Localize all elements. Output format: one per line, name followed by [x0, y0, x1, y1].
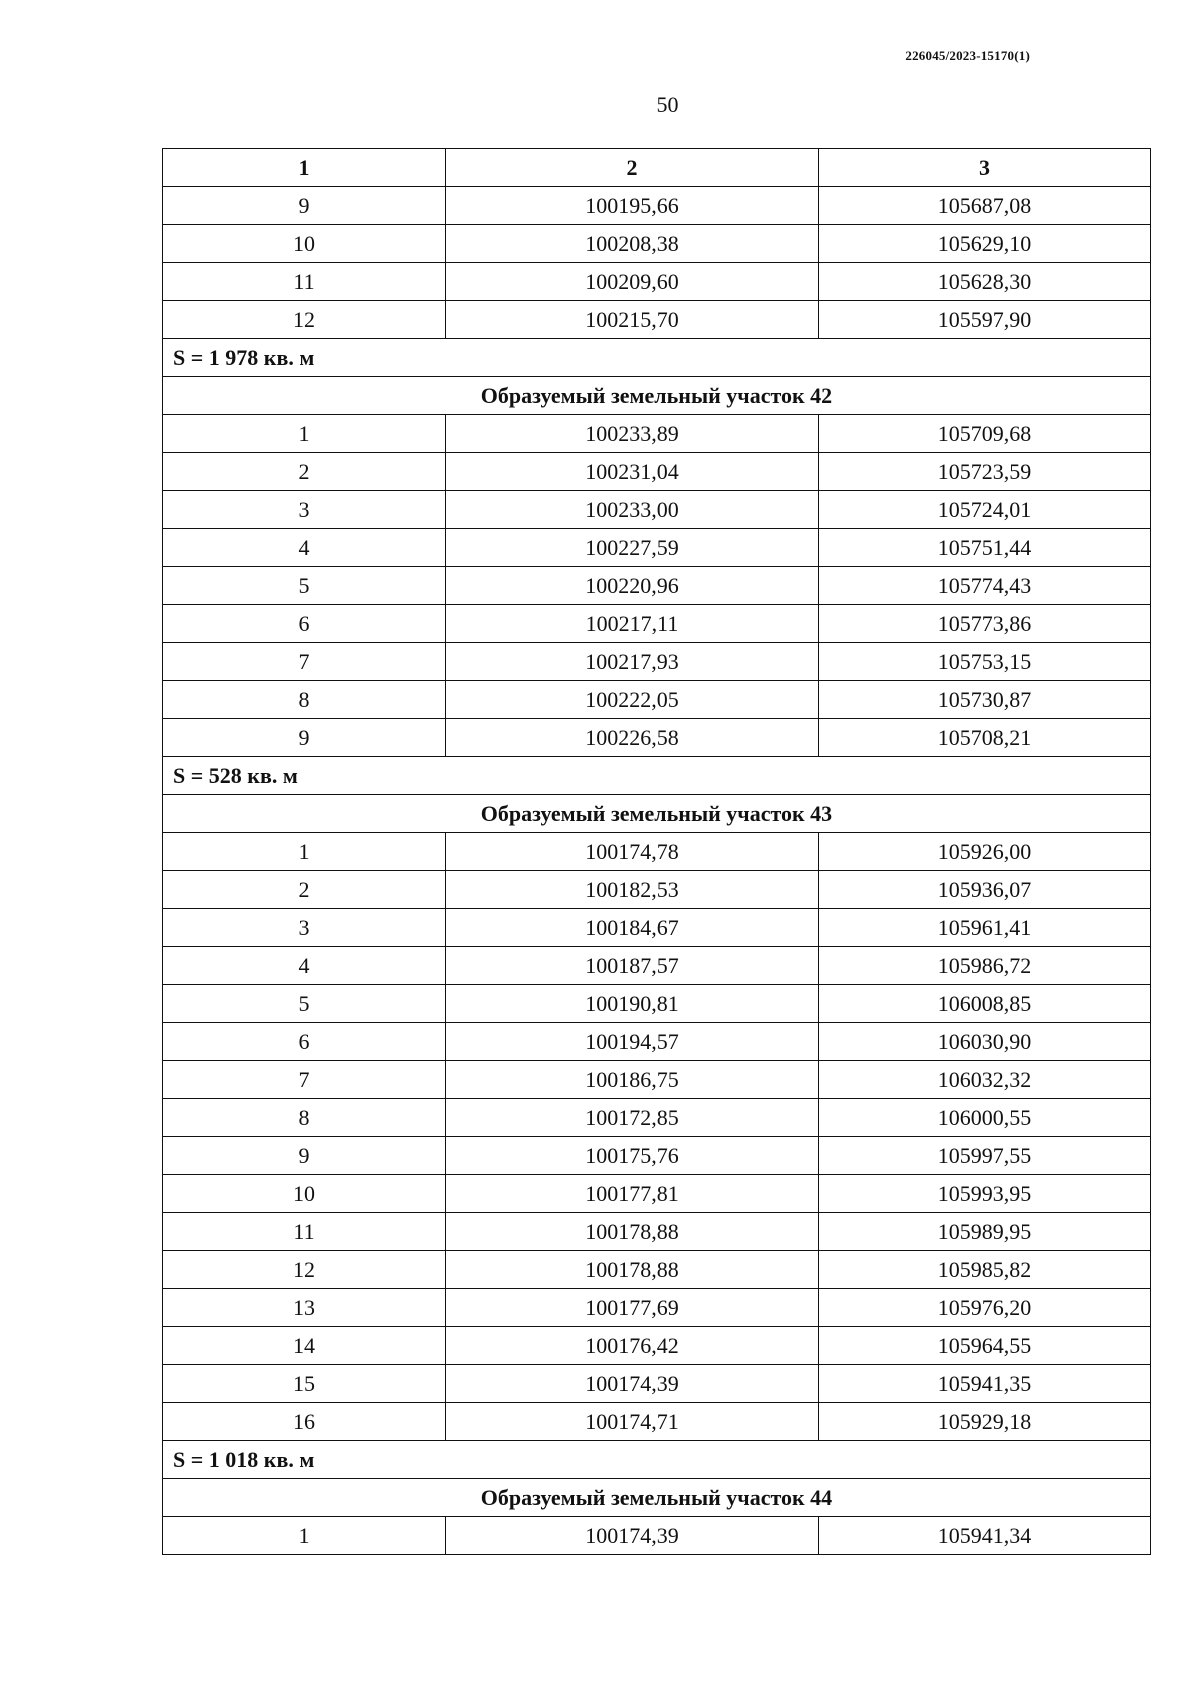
point-number-cell: 16: [163, 1403, 446, 1441]
table-row: [163, 453, 1151, 491]
point-number-cell: 4: [163, 529, 446, 567]
area-row: [163, 757, 1151, 795]
y-coordinate-cell: 105993,95: [819, 1175, 1151, 1213]
y-coordinate-cell: 105985,82: [819, 1251, 1151, 1289]
point-number-cell: 7: [163, 643, 446, 681]
y-coordinate-cell: 105773,86: [819, 605, 1151, 643]
x-coordinate-cell: 100186,75: [446, 1061, 819, 1099]
x-coordinate-cell: 100182,53: [446, 871, 819, 909]
point-number-cell: 2: [163, 453, 446, 491]
point-number-cell: 3: [163, 491, 446, 529]
point-number-cell: 12: [163, 301, 446, 339]
column-header: 2: [446, 149, 819, 187]
area-value: S = 1 978 кв. м: [163, 339, 1151, 377]
y-coordinate-cell: 105687,08: [819, 187, 1151, 225]
area-value: S = 1 018 кв. м: [163, 1441, 1151, 1479]
table-row: [163, 1175, 1151, 1213]
point-number-cell: 8: [163, 1099, 446, 1137]
table-row: [163, 1137, 1151, 1175]
y-coordinate-cell: 105929,18: [819, 1403, 1151, 1441]
x-coordinate-cell: 100215,70: [446, 301, 819, 339]
point-number-cell: 11: [163, 263, 446, 301]
x-coordinate-cell: 100177,81: [446, 1175, 819, 1213]
y-coordinate-cell: 105730,87: [819, 681, 1151, 719]
y-coordinate-cell: 105597,90: [819, 301, 1151, 339]
table-row: [163, 719, 1151, 757]
point-number-cell: 1: [163, 1517, 446, 1555]
x-coordinate-cell: 100176,42: [446, 1327, 819, 1365]
table-row: [163, 643, 1151, 681]
point-number-cell: 10: [163, 1175, 446, 1213]
parcel-title: Образуемый земельный участок 42: [163, 377, 1151, 415]
y-coordinate-cell: 106000,55: [819, 1099, 1151, 1137]
x-coordinate-cell: 100220,96: [446, 567, 819, 605]
y-coordinate-cell: 106008,85: [819, 985, 1151, 1023]
table-row: [163, 605, 1151, 643]
x-coordinate-cell: 100172,85: [446, 1099, 819, 1137]
table-row: [163, 1403, 1151, 1441]
table-row: [163, 947, 1151, 985]
y-coordinate-cell: 105774,43: [819, 567, 1151, 605]
table-row: [163, 1213, 1151, 1251]
table-row: [163, 681, 1151, 719]
point-number-cell: 9: [163, 719, 446, 757]
y-coordinate-cell: 105941,35: [819, 1365, 1151, 1403]
table-row: [163, 1517, 1151, 1555]
document-id: 226045/2023-15170(1): [905, 48, 1030, 63]
table-row: [163, 491, 1151, 529]
parcel-title-row: [163, 1479, 1151, 1517]
table-row: [163, 1289, 1151, 1327]
table-row: [163, 1327, 1151, 1365]
table-row: [163, 871, 1151, 909]
y-coordinate-cell: 106032,32: [819, 1061, 1151, 1099]
x-coordinate-cell: 100178,88: [446, 1213, 819, 1251]
point-number-cell: 5: [163, 567, 446, 605]
point-number-cell: 12: [163, 1251, 446, 1289]
point-number-cell: 13: [163, 1289, 446, 1327]
point-number-cell: 2: [163, 871, 446, 909]
y-coordinate-cell: 105989,95: [819, 1213, 1151, 1251]
y-coordinate-cell: 105964,55: [819, 1327, 1151, 1365]
x-coordinate-cell: 100233,89: [446, 415, 819, 453]
x-coordinate-cell: 100174,39: [446, 1365, 819, 1403]
x-coordinate-cell: 100195,66: [446, 187, 819, 225]
table-row: [163, 909, 1151, 947]
table-row: [163, 301, 1151, 339]
point-number-cell: 15: [163, 1365, 446, 1403]
point-number-cell: 5: [163, 985, 446, 1023]
point-number-cell: 10: [163, 225, 446, 263]
x-coordinate-cell: 100217,93: [446, 643, 819, 681]
y-coordinate-cell: 105753,15: [819, 643, 1151, 681]
point-number-cell: 9: [163, 1137, 446, 1175]
table-row: [163, 985, 1151, 1023]
point-number-cell: 3: [163, 909, 446, 947]
point-number-cell: 4: [163, 947, 446, 985]
x-coordinate-cell: 100184,67: [446, 909, 819, 947]
point-number-cell: 6: [163, 1023, 446, 1061]
area-row: [163, 1441, 1151, 1479]
y-coordinate-cell: 105723,59: [819, 453, 1151, 491]
parcel-title-row: [163, 377, 1151, 415]
x-coordinate-cell: 100175,76: [446, 1137, 819, 1175]
y-coordinate-cell: 105724,01: [819, 491, 1151, 529]
y-coordinate-cell: 105976,20: [819, 1289, 1151, 1327]
y-coordinate-cell: 105997,55: [819, 1137, 1151, 1175]
x-coordinate-cell: 100174,78: [446, 833, 819, 871]
y-coordinate-cell: 105961,41: [819, 909, 1151, 947]
y-coordinate-cell: 105941,34: [819, 1517, 1151, 1555]
table-header-row: [163, 149, 1151, 187]
point-number-cell: 11: [163, 1213, 446, 1251]
parcel-title: Образуемый земельный участок 43: [163, 795, 1151, 833]
y-coordinate-cell: 106030,90: [819, 1023, 1151, 1061]
point-number-cell: 14: [163, 1327, 446, 1365]
table-row: [163, 225, 1151, 263]
y-coordinate-cell: 105986,72: [819, 947, 1151, 985]
x-coordinate-cell: 100222,05: [446, 681, 819, 719]
parcel-title: Образуемый земельный участок 44: [163, 1479, 1151, 1517]
table-row: [163, 415, 1151, 453]
y-coordinate-cell: 105709,68: [819, 415, 1151, 453]
table-row: [163, 1251, 1151, 1289]
point-number-cell: 1: [163, 833, 446, 871]
table-row: [163, 1061, 1151, 1099]
area-row: [163, 339, 1151, 377]
x-coordinate-cell: 100233,00: [446, 491, 819, 529]
y-coordinate-cell: 105628,30: [819, 263, 1151, 301]
x-coordinate-cell: 100178,88: [446, 1251, 819, 1289]
x-coordinate-cell: 100227,59: [446, 529, 819, 567]
point-number-cell: 8: [163, 681, 446, 719]
table-row: [163, 529, 1151, 567]
parcel-title-row: [163, 795, 1151, 833]
x-coordinate-cell: 100174,39: [446, 1517, 819, 1555]
coordinates-table: [162, 148, 1151, 1555]
column-header: 1: [163, 149, 446, 187]
x-coordinate-cell: 100231,04: [446, 453, 819, 491]
x-coordinate-cell: 100174,71: [446, 1403, 819, 1441]
x-coordinate-cell: 100209,60: [446, 263, 819, 301]
x-coordinate-cell: 100194,57: [446, 1023, 819, 1061]
y-coordinate-cell: 105926,00: [819, 833, 1151, 871]
page-number: 50: [656, 92, 679, 117]
y-coordinate-cell: 105936,07: [819, 871, 1151, 909]
x-coordinate-cell: 100190,81: [446, 985, 819, 1023]
area-value: S = 528 кв. м: [163, 757, 1151, 795]
x-coordinate-cell: 100226,58: [446, 719, 819, 757]
table-row: [163, 833, 1151, 871]
point-number-cell: 6: [163, 605, 446, 643]
table-row: [163, 187, 1151, 225]
column-header: 3: [819, 149, 1151, 187]
point-number-cell: 7: [163, 1061, 446, 1099]
y-coordinate-cell: 105751,44: [819, 529, 1151, 567]
point-number-cell: 1: [163, 415, 446, 453]
table-row: [163, 1365, 1151, 1403]
x-coordinate-cell: 100177,69: [446, 1289, 819, 1327]
x-coordinate-cell: 100187,57: [446, 947, 819, 985]
table-row: [163, 263, 1151, 301]
y-coordinate-cell: 105708,21: [819, 719, 1151, 757]
x-coordinate-cell: 100217,11: [446, 605, 819, 643]
table-row: [163, 1023, 1151, 1061]
point-number-cell: 9: [163, 187, 446, 225]
y-coordinate-cell: 105629,10: [819, 225, 1151, 263]
x-coordinate-cell: 100208,38: [446, 225, 819, 263]
table-row: [163, 1099, 1151, 1137]
table-row: [163, 567, 1151, 605]
